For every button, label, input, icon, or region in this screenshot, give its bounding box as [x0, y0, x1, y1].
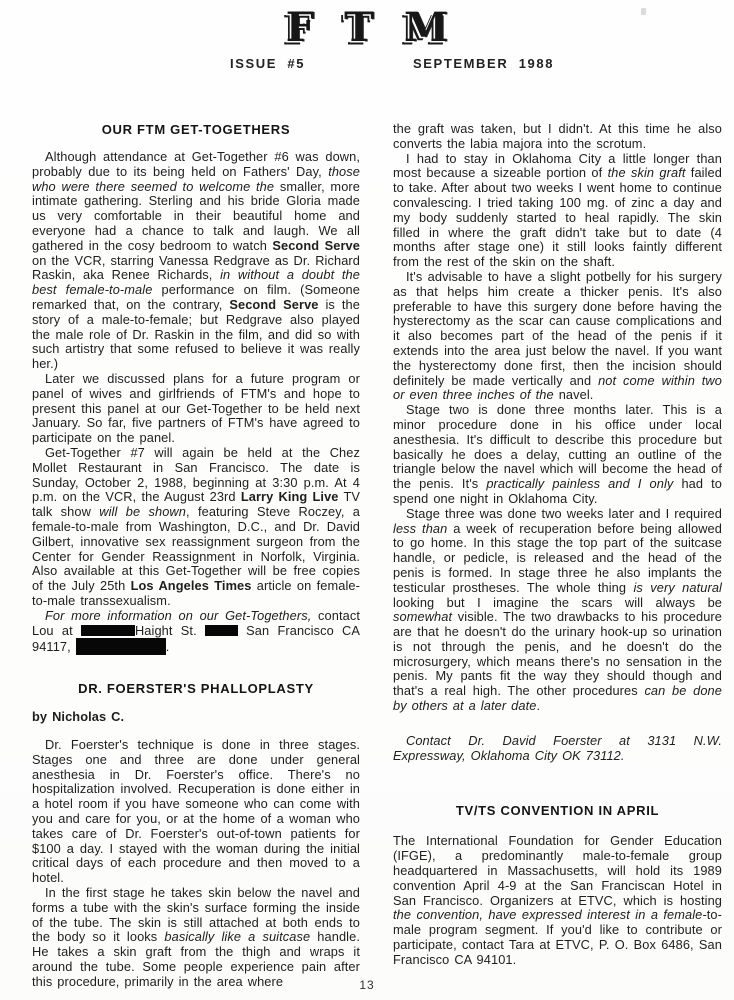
paragraph-phalloplasty-3: the graft was taken, but I didn't. At this time he also converts the labia majora into the scrotum. — [393, 121, 722, 151]
left-column — [32, 122, 360, 990]
paragraph-get-togethers-3: Get-Together #7 will again be held at the Chez Mollet Restaurant in San Francisco. The date is Sunday, October 2, 1988, beginning at 3:30 p.m. At 4 p.m. on the VCR, the August 23rd Larry King Live TV talk show will be shown, featuring Steve Roczey, a female-to-male from Washington, D.C., and Dr. David Gilbert, innovative sex reassignment surgeon from the Center for Gender Reassignment in Norfolk, Virginia. Also available at this Get-Together will be free copies of the July 25th Los Angeles Times article on female-to-male transsexualism. — [32, 444, 361, 608]
paragraph-phalloplasty-5: It's advisable to have a slight potbelly for his surgery as that helps him create a thicker penis. It's also preferable to have this surgery done before having the hysterectomy as the scar can cause complications and it also becomes part of the head of the penis if it extends into the area just below the navel. If you want the hysterectomy done first, then the incision should definitely be made vertically and not come within two or even three inches of the navel. — [393, 268, 722, 403]
issue-number: ISSUE #5 — [230, 56, 306, 71]
scan-artifact — [641, 8, 646, 15]
paragraph-get-togethers-2: Later we discussed plans for a future program or panel of wives and girlfriends of FTM's and hope to present this panel at our Get-Together to be held next January. So far, five partners of FTM's have agreed to participate on the panel. — [32, 370, 360, 446]
logo-letter-f: F — [285, 4, 315, 51]
logo-letter-t: T — [344, 4, 374, 51]
article-title-phalloplasty: DR. FOERSTER'S PHALLOPLASTY — [78, 681, 314, 697]
logo-letter-m: M — [403, 4, 449, 51]
paragraph-phalloplasty-6: Stage two is done three months later. This is a minor procedure done in his office under local anesthesia. It's difficult to describe this procedure but basically he does a delay, cutting an outline of the triangle below the navel which will become the head of the penis. It's practically painless and I only had to spend one night in Oklahoma City. — [393, 402, 723, 506]
ftm-logo — [0, 0, 734, 50]
issue-date: SEPTEMBER 1988 — [413, 56, 555, 71]
paragraph-phalloplasty-7: Stage three was done two weeks later and I required less than a week of recuperation before being allowed to go home. In this stage the top part of the suitcase handle, or pedicle, is released and the head of the penis is formed. In stage three he also implants the testicular prostheses. The whole thing is very natural looking but I imagine the scars will always be somewhat visible. The two drawbacks to his procedure are that he doesn't do the urinary hook-up so urination is not through the penis, and he doesn't do the microsurgery, which means there's no sensation in the penis. My pants fit the way they should though and that's a real high. The other procedures can be done by others at a later date. — [393, 505, 722, 714]
paragraph-phalloplasty-2: In the first stage he takes skin below the navel and forms a tube with the skin's surface forming the inside of the tube. The skin is still attached at both ends to the body so it looks basically like a suitcase handle. He takes a skin graft from the thigh and wraps it around the tube. Some people experience pain after this procedure, primarily in the area where — [32, 885, 360, 989]
redaction-bar — [81, 625, 135, 636]
page-number: 13 — [359, 978, 375, 992]
article-title-get-togethers: OUR FTM GET-TOGETHERS — [101, 122, 291, 137]
redaction-bar — [76, 638, 166, 655]
paragraph-convention-1: The International Foundation for Gender Education (IFGE), a predominantly male-to-female group headquartered in Massachusetts, will hold its 1989 convention April 4-9 at the San Franciscan Hotel in San Francisco. Organizers at ETVC, which is hosting the convention, have expressed interest in a female-to-male program segment. If you'd like to contribute or participate, contact Tara at ETVC, P. O. Box 6486, San Francisco CA 94101. — [393, 833, 722, 967]
paragraph-get-togethers-4: For more information on our Get-Togethers, contact Lou at Haight St. San Francisco CA 94117, . — [32, 607, 361, 655]
doctor-contact-line: Contact Dr. David Foerster at 3131 N.W. Expressway, Oklahoma City OK 73112. — [393, 732, 722, 763]
article-title-convention: TV/TS CONVENTION IN APRIL — [455, 803, 660, 819]
paragraph-phalloplasty-4: I had to stay in Oklahoma City a little longer than most because a sizeable portion of the skin graft failed to take. After about two weeks I went home to continue convalescing. I tried taking 100 mg. of zinc a day and my body suddenly started to heal rapidly. The skin filled in where the graft didn't take but to date (4 months after stage one) it still looks faintly different from the rest of the skin on the shaft. — [393, 150, 722, 270]
right-column — [393, 122, 722, 990]
paragraph-phalloplasty-1: Dr. Foerster's technique is done in three stages. Stages one and three are done under general anesthesia in Dr. Foerster's office. There's no hospitalization involved. Recuperation is done either in a hotel room if you have someone who can come with you and care for you, or at the home of a woman who takes care of Dr. Foerster's out-of-town patients for $100 a day. I stayed with the woman during the initial critical days of each procedure and then moved to a hotel. — [32, 737, 360, 886]
page-body — [0, 122, 734, 990]
issue-row — [0, 56, 734, 78]
page-footer — [0, 976, 734, 994]
paragraph-get-togethers-1: Although attendance at Get-Together #6 was down, probably due to its being held on Fathers' Day, those who were there seemed to welcome the smaller, more intimate gathering. Sterling and his bride Gloria made us very comfortable in their beautiful home and everyone had a chance to talk and laugh. We all gathered in the cosy bedroom to watch Second Serve on the VCR, starring Vanessa Redgrave as Dr. Richard Raskin, aka Renee Richards, in without a doubt the best female-to-male performance on film. (Someone remarked that, on the contrary, Second Serve is the story of a male-to-female; but Redgrave also played the male role of Dr. Raskin in the film, and did so with such artistry that some refused to believe it was really her.) — [32, 149, 360, 372]
redaction-bar — [205, 625, 238, 636]
byline: by Nicholas C. — [32, 709, 125, 725]
page-header — [0, 0, 734, 78]
